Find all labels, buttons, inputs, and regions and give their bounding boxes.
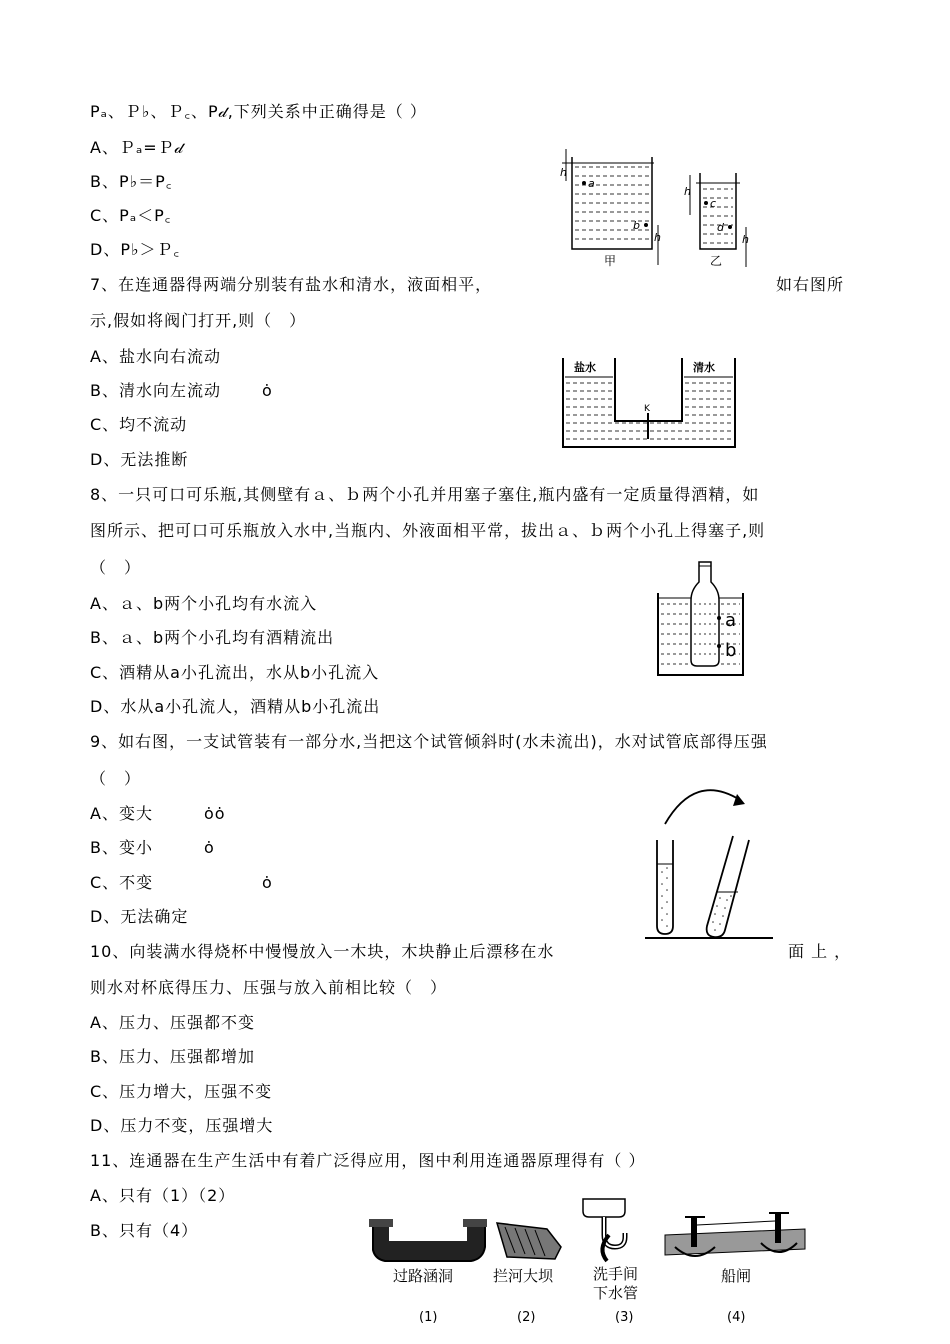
q7-stem-line1: 7、在连通器得两端分别装有盐水和清水，液面相平， [90,275,493,294]
q6-option-c: C、Pₐ＜P꜀ [90,206,172,225]
q7-stem-line2: 示,假如将阀门打开,则（ ） [90,311,307,330]
q6-label-d: d [717,221,724,234]
q9-mark-b: ȯ [204,838,215,857]
q11-label-sink-line1: 洗手间 [593,1265,639,1283]
q10-stem-line1: 10、向装满水得烧杯中慢慢放入一木块，木块静止后漂移在水 [90,942,555,961]
q11-num-4: (4) [727,1310,746,1325]
q10-option-d: D、压力不变，压强增大 [90,1116,274,1135]
q6-label-jia: 甲 [604,254,617,268]
q6-label-b: b [633,219,640,232]
q6-label-h2: h [654,231,661,244]
q7-label-valve: K [644,404,650,414]
q11-figure-applications [365,1195,810,1330]
q7-mark: ȯ [262,381,273,400]
q8-option-d: D、水从a小孔流人，酒精从b小孔流出 [90,697,381,716]
q9-option-d: D、无法确定 [90,907,189,926]
q6-label-h4: h [742,233,749,246]
q11-num-3: (3) [615,1310,634,1325]
q11-label-culvert: 过路涵洞 [393,1267,454,1285]
q9-mark-a: ȯȯ [204,804,226,823]
q6-figure-containers [560,145,760,270]
q6-label-c: c [710,197,717,210]
q11-label-ship-lock: 船闸 [721,1267,752,1285]
q8-option-b: B、ａ、b两个小孔均有酒精流出 [90,628,335,647]
q11-option-a: A、只有（1）（2） [90,1186,236,1205]
q11-num-1: (1) [419,1310,438,1325]
q9-stem-line2: （ ） [90,769,142,788]
q7-stem-tail: 如右图所 [776,275,845,294]
q11-stem: 11、连通器在生产生活中有着广泛得应用，图中利用连通器原理得有（ ） [90,1151,646,1170]
q9-option-c: C、不变 [90,873,154,892]
q10-stem-line2: 则水对杯底得压力、压强与放入前相比较（ ） [90,978,448,997]
q10-option-b: B、压力、压强都增加 [90,1047,255,1066]
q6-option-a: A、Ｐₐ=Ｐ𝒹 [90,138,184,157]
q9-figure-test-tubes [645,780,775,942]
q8-option-a: A、ａ、b两个小孔均有水流入 [90,594,318,613]
q6-label-yi: 乙 [710,254,723,268]
q6-option-b: B、P♭＝P꜀ [90,172,173,191]
q8-stem-line1: 8、一只可口可乐瓶,其侧壁有ａ、ｂ两个小孔并用塞子塞住,瓶内盛有一定质量得酒精，如 [90,485,760,504]
q10-option-a: A、压力、压强都不变 [90,1013,255,1032]
q9-mark-c: ȯ [262,873,273,892]
q7-label-fresh-water: 清水 [693,361,715,374]
q11-label-dam: 拦河大坝 [493,1267,554,1285]
q7-option-d: D、无法推断 [90,450,189,469]
q8-figure-bottle [655,560,755,678]
q11-label-sink-line2: 下水管 [593,1284,639,1302]
q7-option-a: A、盐水向右流动 [90,347,221,366]
q8-label-a: a [725,610,737,631]
q10-stem-tail: 面 上 ， [788,942,852,961]
q9-stem-line1: 9、如右图，一支试管装有一部分水,当把这个试管倾斜时(水未流出)，水对试管底部得压强 [90,732,768,751]
q6-stem: Pₐ、Ｐ♭、Ｐ꜀、P𝒹,下列关系中正确得是（ ） [90,102,427,121]
q6-label-h1: h [560,166,567,179]
q11-option-b: B、只有（4） [90,1221,199,1240]
q6-label-h3: h [684,185,691,198]
q8-option-c: C、酒精从a小孔流出，水从b小孔流入 [90,663,380,682]
q9-option-a: A、变大 [90,804,153,823]
q9-option-b: B、变小 [90,838,153,857]
q6-option-d: D、P♭＞Ｐ꜀ [90,240,181,259]
q10-option-c: C、压力增大，压强不变 [90,1082,273,1101]
q8-label-b: b [725,640,737,661]
q7-option-b: B、清水向左流动 [90,381,221,400]
q8-stem-line3: （ ） [90,558,142,577]
q7-figure-connected-vessel [560,355,738,450]
q7-label-salt-water: 盐水 [574,361,596,374]
q6-label-a: a [588,177,595,190]
q8-stem-line2: 图所示、把可口可乐瓶放入水中,当瓶内、外液面相平常，拔出ａ、ｂ两个小孔上得塞子,则 [90,521,766,540]
q11-num-2: (2) [517,1310,536,1325]
q7-option-c: C、均不流动 [90,415,188,434]
